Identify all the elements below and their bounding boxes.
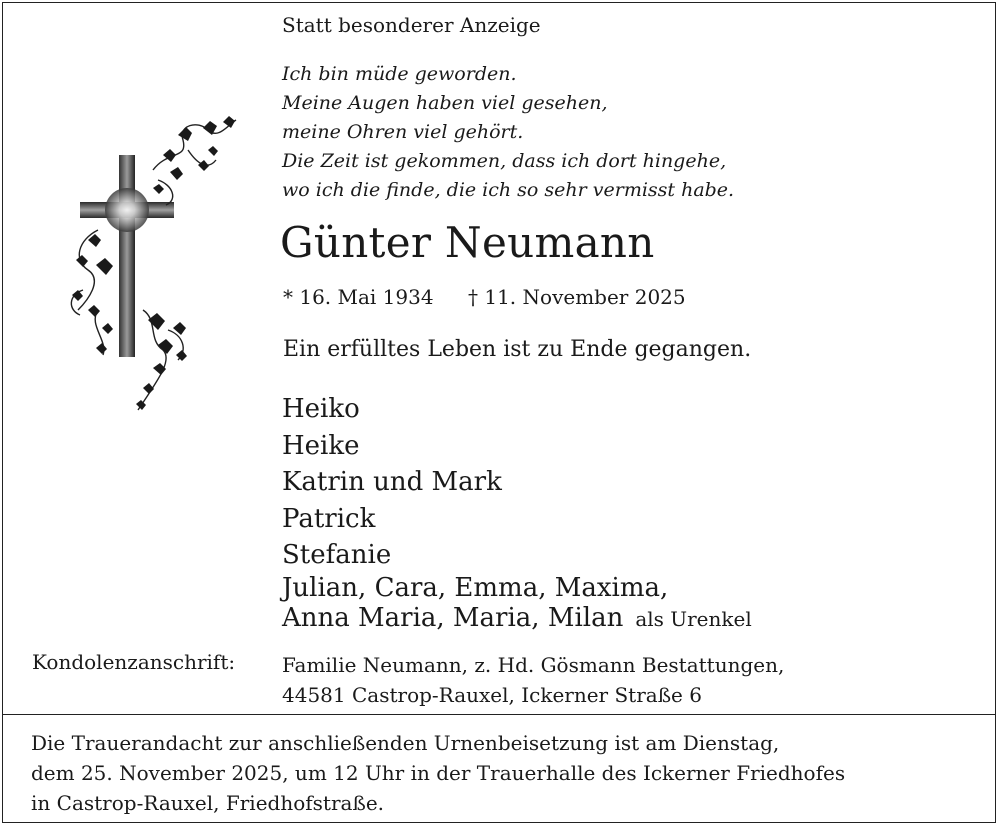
condolence-address-line: 44581 Castrop-Rauxel, Ickerner Straße 6 [282, 683, 702, 707]
great-grandchildren-line-2 [282, 603, 752, 634]
service-info-line: in Castrop-Rauxel, Friedhofstraße. [31, 791, 385, 815]
mourners-list [282, 391, 502, 574]
service-info-line: dem 25. November 2025, um 12 Uhr in der Trauerhalle des Ickerner Friedhofes [31, 761, 846, 785]
poem-line: Die Zeit ist gekommen, dass ich dort hingehe, [282, 150, 727, 172]
great-grandchildren [282, 573, 752, 634]
divider [2, 714, 996, 715]
poem-line: Meine Augen haben viel gesehen, [282, 92, 608, 114]
mourner-name: Heiko [282, 394, 360, 424]
condolence-address [282, 650, 784, 710]
condolence-label: Kondolenzanschrift: [32, 650, 236, 674]
great-grandchildren-line: Julian, Cara, Emma, Maxima, [282, 573, 669, 603]
great-grandchildren-names: Anna Maria, Maria, Milan [282, 603, 624, 633]
poem-line: Ich bin müde geworden. [282, 63, 517, 85]
great-grandchildren-suffix: als Urenkel [635, 607, 752, 631]
poem [282, 60, 734, 205]
notice-header: Statt besonderer Anzeige [282, 13, 541, 37]
mourner-name: Katrin und Mark [282, 467, 502, 497]
mourner-name: Heike [282, 430, 360, 461]
mourner-name: Stefanie [282, 540, 392, 570]
deceased-name: Günter Neumann [280, 218, 655, 267]
mourner-name: Patrick [282, 503, 376, 534]
poem-line: wo ich die finde, die ich so sehr vermisst habe. [282, 179, 735, 201]
condolence-address-line: Familie Neumann, z. Hd. Gösmann Bestattungen, [282, 653, 785, 677]
poem-line: meine Ohren viel gehört. [282, 121, 524, 143]
service-info-line: Die Trauerandacht zur anschließenden Urnenbeisetzung ist am Dienstag, [31, 731, 780, 755]
tagline: Ein erfülltes Leben ist zu Ende gegangen. [283, 337, 752, 362]
death-date: † 11. November 2025 [468, 285, 686, 309]
birth-date: * 16. Mai 1934 [283, 285, 434, 309]
service-info [31, 728, 845, 818]
cross-with-ivy-icon [58, 110, 258, 420]
